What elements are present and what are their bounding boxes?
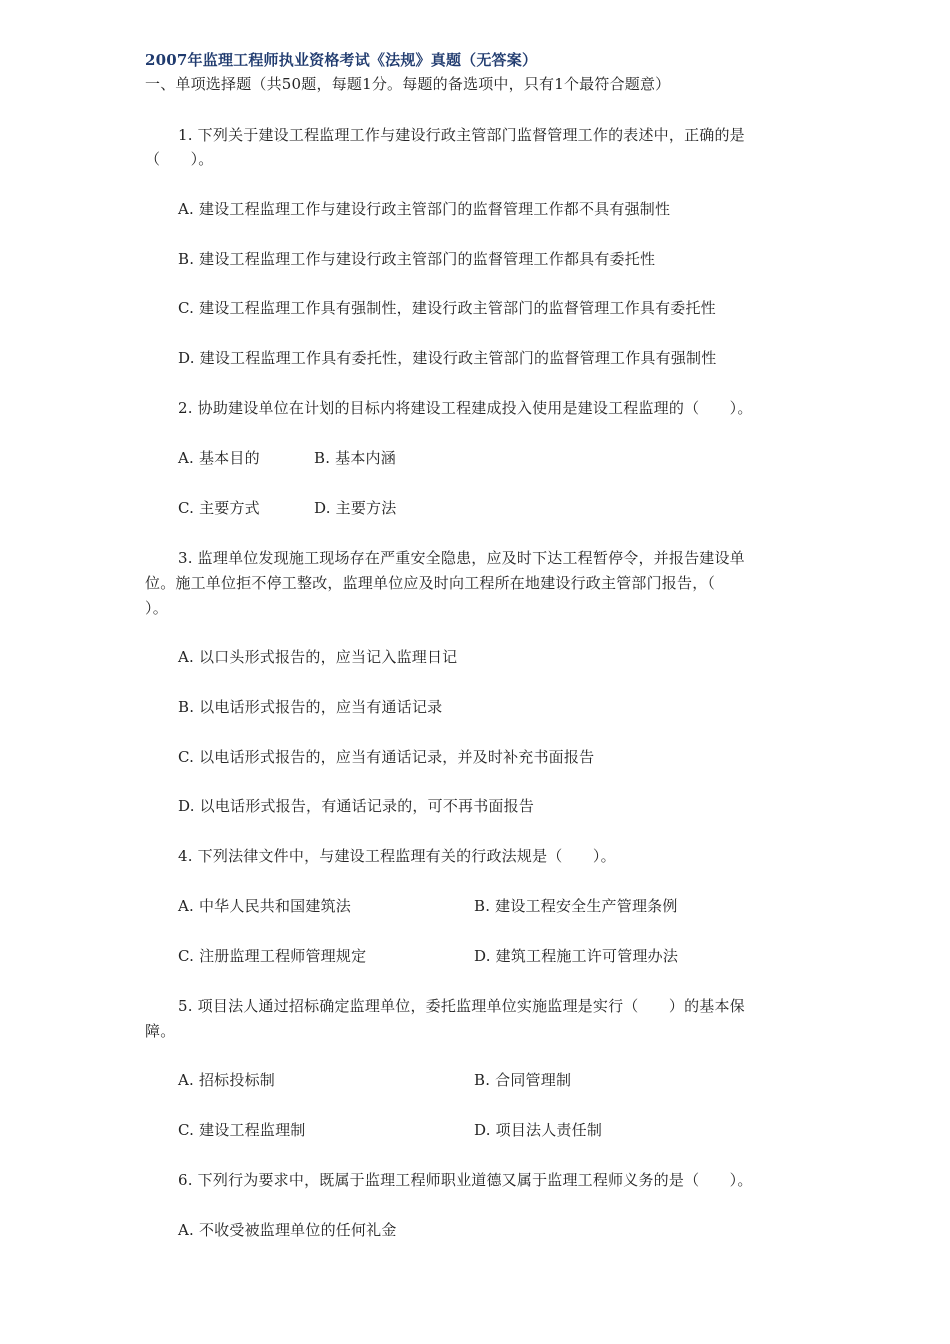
question-1-option-d: D. 建设工程监理工作具有委托性，建设行政主管部门的监督管理工作具有强制性 (178, 349, 717, 367)
question-5-stem-cont: 障。 (145, 1022, 176, 1040)
question-2-option-c: C. 主要方式 (178, 499, 260, 517)
question-4-option-d: D. 建筑工程施工许可管理办法 (474, 947, 679, 965)
question-3-option-a: A. 以口头形式报告的，应当记入监理日记 (178, 648, 458, 666)
question-1-stem-cont: （ ）。 (145, 150, 214, 168)
question-4-stem: 4. 下列法律文件中，与建设工程监理有关的行政法规是（ ）。 (178, 847, 616, 865)
question-2-stem: 2. 协助建设单位在计划的目标内将建设工程建成投入使用是建设工程监理的（ ）。 (178, 399, 753, 417)
question-3-option-c: C. 以电话形式报告的，应当有通话记录，并及时补充书面报告 (178, 748, 595, 766)
question-4-option-a: A. 中华人民共和国建筑法 (178, 897, 351, 915)
question-5-option-d: D. 项目法人责任制 (474, 1121, 603, 1139)
question-3-stem: 3. 监理单位发现施工现场存在严重安全隐患，应及时下达工程暂停令，并报告建设单 (178, 549, 745, 567)
section-heading: 一、单项选择题（共50题，每题1分。每题的备选项中，只有1个最符合题意） (145, 75, 671, 93)
question-5-option-a: A. 招标投标制 (178, 1071, 275, 1089)
question-1-option-b: B. 建设工程监理工作与建设行政主管部门的监督管理工作都具有委托性 (178, 250, 656, 268)
question-5-option-c: C. 建设工程监理制 (178, 1121, 306, 1139)
question-4-option-b: B. 建设工程安全生产管理条例 (474, 897, 678, 915)
question-3-stem-end: ）。 (145, 599, 168, 617)
question-3-option-b: B. 以电话形式报告的，应当有通话记录 (178, 698, 443, 716)
question-4-option-c: C. 注册监理工程师管理规定 (178, 947, 367, 965)
question-6-stem: 6. 下列行为要求中，既属于监理工程师职业道德又属于监理工程师义务的是（ ）。 (178, 1171, 753, 1189)
question-1-option-c: C. 建设工程监理工作具有强制性，建设行政主管部门的监督管理工作具有委托性 (178, 299, 716, 317)
question-1-option-a: A. 建设工程监理工作与建设行政主管部门的监督管理工作都不具有强制性 (178, 200, 671, 218)
question-3-stem-cont: 位。施工单位拒不停工整改，监理单位应及时向工程所在地建设行政主管部门报告，（ (145, 574, 716, 592)
question-5-stem: 5. 项目法人通过招标确定监理单位，委托监理单位实施监理是实行（ ）的基本保 (178, 997, 745, 1015)
question-3-option-d: D. 以电话形式报告，有通话记录的，可不再书面报告 (178, 797, 535, 815)
question-2-option-d: D. 主要方法 (314, 499, 397, 517)
question-1-stem: 1. 下列关于建设工程监理工作与建设行政主管部门监督管理工作的表述中，正确的是 (178, 126, 745, 144)
document-title: 2007年监理工程师执业资格考试《法规》真题（无答案） (145, 51, 538, 69)
question-2-option-b: B. 基本内涵 (314, 449, 396, 467)
question-2-option-a: A. 基本目的 (178, 449, 260, 467)
question-6-option-a: A. 不收受被监理单位的任何礼金 (178, 1221, 397, 1239)
question-5-option-b: B. 合同管理制 (474, 1071, 572, 1089)
